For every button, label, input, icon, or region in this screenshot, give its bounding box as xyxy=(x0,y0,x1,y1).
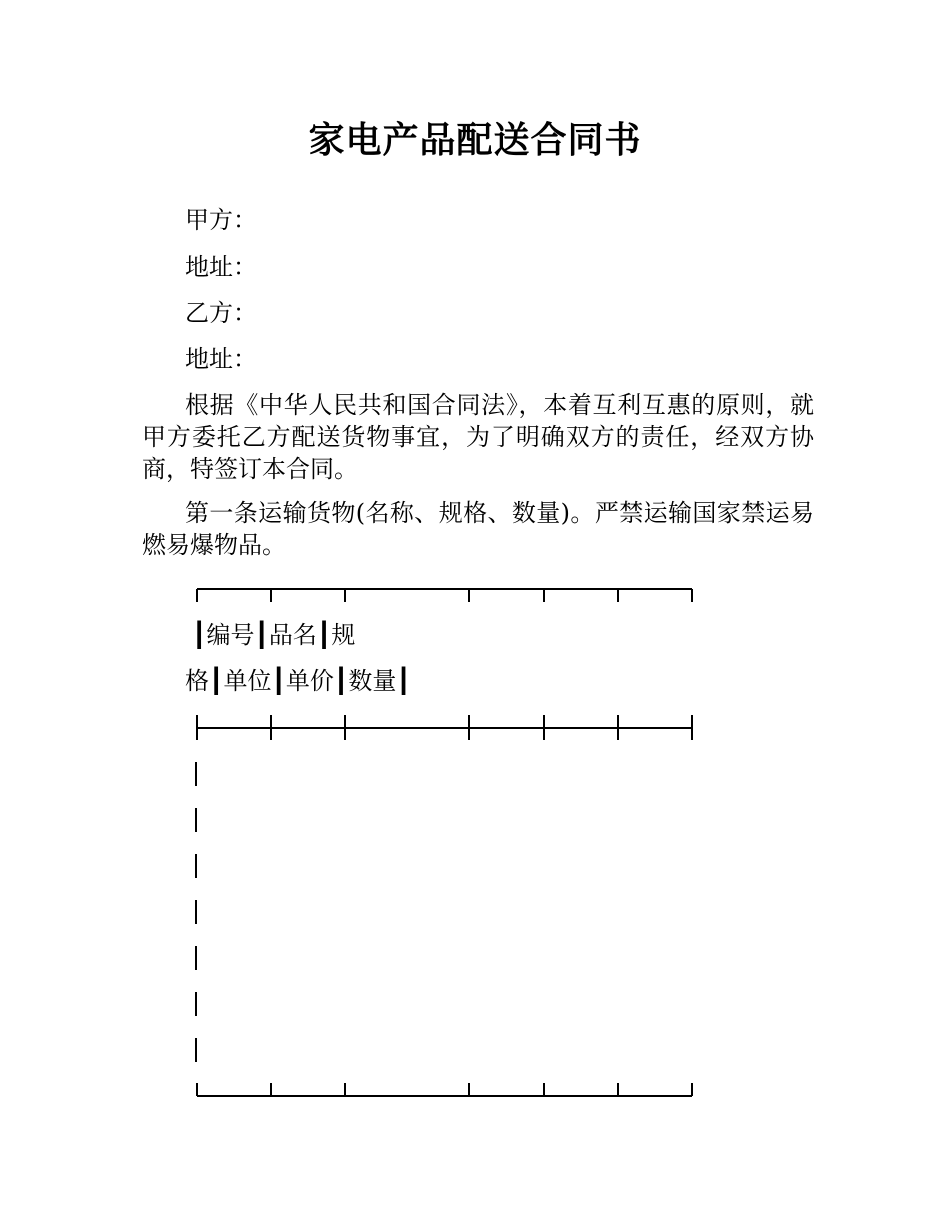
document-title: 家电产品配送合同书 xyxy=(308,120,642,161)
party-a-label: 甲方： xyxy=(185,206,257,234)
party-b-label: 乙方： xyxy=(185,299,257,327)
intro-paragraph: 根据《中华人民共和国合同法》，本着互利互惠的原则，就甲方委托乙方配送货物事宜，为了明确双方的责任，经双方协商，特签订本合同。 xyxy=(142,391,814,483)
table-header-line-1: ┃编号┃品名┃规 xyxy=(192,621,356,649)
party-a-address-label: 地址： xyxy=(185,253,257,281)
party-b-address-label: 地址： xyxy=(185,345,257,373)
table-header-line-2: 格┃单位┃单价┃数量┃ xyxy=(185,667,411,695)
article-1-paragraph: 第一条运输货物(名称、规格、数量)。严禁运输国家禁运易燃易爆物品。 xyxy=(142,499,814,559)
